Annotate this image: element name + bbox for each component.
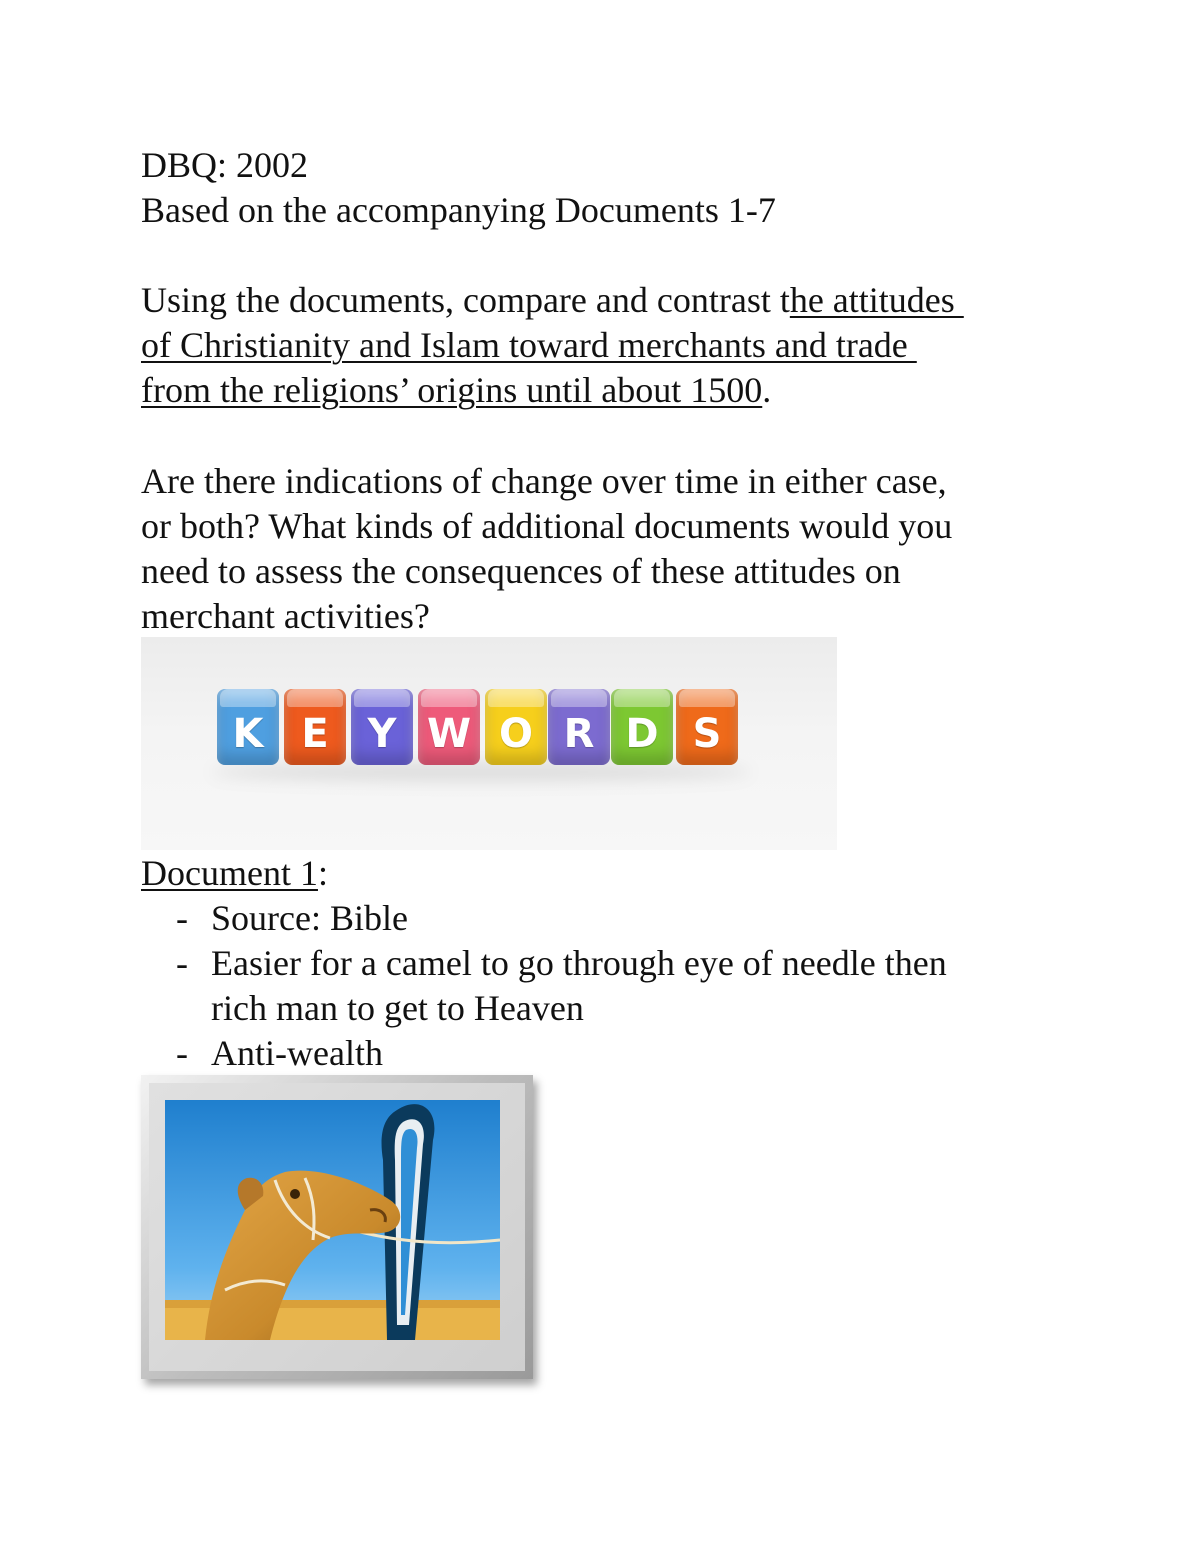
bullet-marker: - [176,898,188,938]
keyword-cube [418,689,480,765]
prompt-underlined-3: from the religions’ origins until about 1500 [141,370,763,410]
camel-photo [165,1100,500,1340]
bullet-anti-wealth: Anti-wealth [211,1033,383,1073]
keywords-shadow [211,763,751,781]
prompt-line-1 [141,278,964,323]
prompt-period: . [762,370,772,410]
document-1-heading [141,851,328,896]
keywords-image [141,637,837,850]
prompt-underlined-2: of Christianity and Islam toward merchants and trade [141,325,917,365]
keyword-cube [351,689,413,765]
question-line-2: or both? What kinds of additional documents would you [141,506,953,546]
prompt-plain: Using the documents, compare and contrast t [141,280,790,320]
document-1-title: Document 1 [141,853,318,893]
subtitle: Based on the accompanying Documents 1-7 [141,190,776,230]
cube-letter: D [625,711,659,757]
keyword-cube [676,689,738,765]
cube-letter: W [426,711,472,757]
document-1-colon: : [317,853,328,893]
cube-letter: O [498,711,533,757]
cube-letter: S [692,711,722,757]
cube-letter: Y [367,711,397,757]
cube-letter: E [301,711,329,757]
bullet-camel-line-2: rich man to get to Heaven [211,988,584,1028]
keyword-cube [217,689,279,765]
camel-illustration [165,1100,500,1340]
keyword-cube [611,689,673,765]
camel-needle-image [141,1075,533,1379]
cube-letter: K [232,711,264,757]
question-line-4: merchant activities? [141,596,430,636]
bullet-source: Source: Bible [211,898,408,938]
keyword-cube [284,689,346,765]
dbq-title: DBQ: 2002 [141,145,309,185]
prompt-line-2 [141,323,917,368]
bullet-camel-line-1: Easier for a camel to go through eye of needle then [211,943,947,983]
question-line-1: Are there indications of change over time in either case, [141,461,947,501]
keyword-cube [485,689,547,765]
keyword-cube [548,689,610,765]
question-line-3: need to assess the consequences of these attitudes on [141,551,901,591]
bullet-marker: - [176,1033,188,1073]
cube-letter: R [563,711,595,757]
prompt-line-3 [141,368,771,413]
prompt-underlined-1: he attitudes [789,280,964,320]
bullet-marker: - [176,943,188,983]
